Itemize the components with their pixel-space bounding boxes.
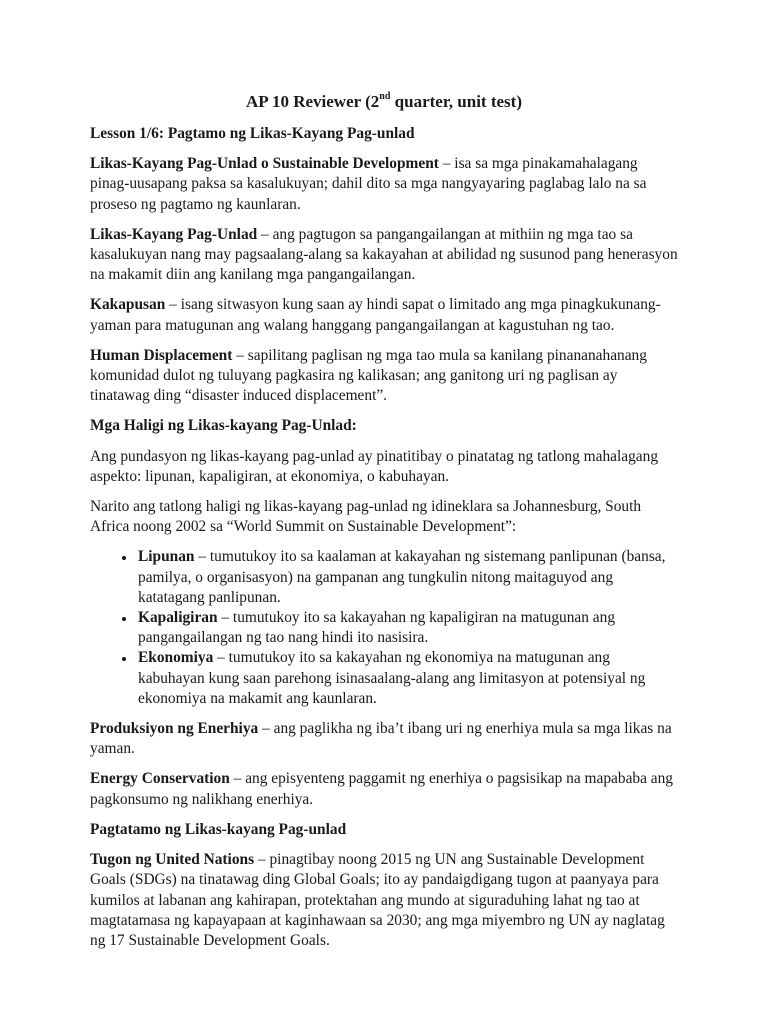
list-item-kapaligiran: • Kapaligiran – tumutukoy ito sa kakayahan ng kapaligiran na matugunan ang pangangailangan ng tao nang hindi ito nasisira. — [136, 608, 678, 648]
list-item-ekonomiya: • Ekonomiya – tumutukoy ito sa kakayahan ng ekonomiya na matugunan ang kabuhayan kung saan parehong isinasaalang-alang ang limitasyon at potensiyal ng ekonomiya na makamit ang kaunlaran. — [136, 648, 678, 709]
pillars-list — [90, 547, 678, 709]
haligi-heading: Mga Haligi ng Likas-kayang Pag-Unlad: — [90, 417, 357, 435]
paragraph-pundasyon: Ang pundasyon ng likas-kayang pag-unlad ay pinatitibay o pinatatag ng tatlong mahalagang aspekto: lipunan, kapaligiran, at ekonomiya, o kabuhayan. — [90, 447, 659, 485]
page-title: AP 10 Reviewer (2nd quarter, unit test) — [245, 91, 522, 111]
list-item-lipunan: • Lipunan – tumutukoy ito sa kaalaman at kakayahan ng sistemang panlipunan (bansa, pamilya, o organisasyon) na gampanan ang tungkulin nitong maitaguyod ang katatagang panlipunan. — [136, 547, 678, 608]
definition-human-displacement: Human Displacement – sapilitang paglisan ng mga tao mula sa kanilang pinananahanang komunidad dulot ng tuluyang pagkasira ng kalikasan; ang ganitong uri ng paglisan ay tinatawag ding “disaster induced displacement”. — [90, 346, 647, 405]
definition-produksiyon-ng-enerhiya: Produksiyon ng Enerhiya – ang paglikha ng iba’t ibang uri ng enerhiya mula sa mga likas na yaman. — [90, 720, 672, 758]
definition-kakapusan: Kakapusan – isang sitwasyon kung saan ay hindi sapat o limitado ang mga pinagkukunang-yaman para matugunan ang walang hanggang pangangailangan at kagustuhan ng tao. — [90, 296, 661, 334]
paragraph-narito: Narito ang tatlong haligi ng likas-kayang pag-unlad ng idineklara sa Johannesburg, South Africa noong 2002 sa “World Summit on Sustainable Development”: — [90, 498, 642, 536]
pagtatamo-heading: Pagtatamo ng Likas-kayang Pag-unlad — [90, 820, 347, 838]
definition-likas-kayang-pag-unlad: Likas-Kayang Pag-Unlad – ang pagtugon sa pangangailangan at mithiin ng mga tao sa kasalukuyan nang may pagsaalang-alang sa kakayahan at abilidad ng susunod pang henerasyon na makamit diin ang kanilang mga pangangailangan. — [90, 225, 678, 284]
definition-tugon-ng-united-nations: Tugon ng United Nations – pinagtibay noong 2015 ng UN ang Sustainable Development Goals (SDGs) na tinatawag ding Global Goals; ito ay pandaigdigang tugon at paanyaya para kumilos at labanan ang kahirapan, protektahan ang mundo at siguraduhing lahat ng tao at magtatamasa ng kapayapaan at kaginhawaan sa 2030; ang mga miyembro ng UN ay naglatag ng 17 Sustainable Development Goals. — [90, 851, 665, 949]
definition-sustainable-development: Likas-Kayang Pag-Unlad o Sustainable Development – isa sa mga pinakamahalagang pinag-uusapang paksa sa kasalukuyan; dahil dito sa mga nangyayaring paglabag lalo na sa proseso ng pagtamo ng kaunlaran. — [90, 155, 647, 213]
lesson-heading: Lesson 1/6: Pagtamo ng Likas-Kayang Pag-unlad — [90, 125, 415, 142]
definition-energy-conservation: Energy Conservation – ang episyenteng paggamit ng enerhiya o pagsisikap na mapababa ang pagkonsumo ng nalikhang enerhiya. — [90, 770, 673, 808]
